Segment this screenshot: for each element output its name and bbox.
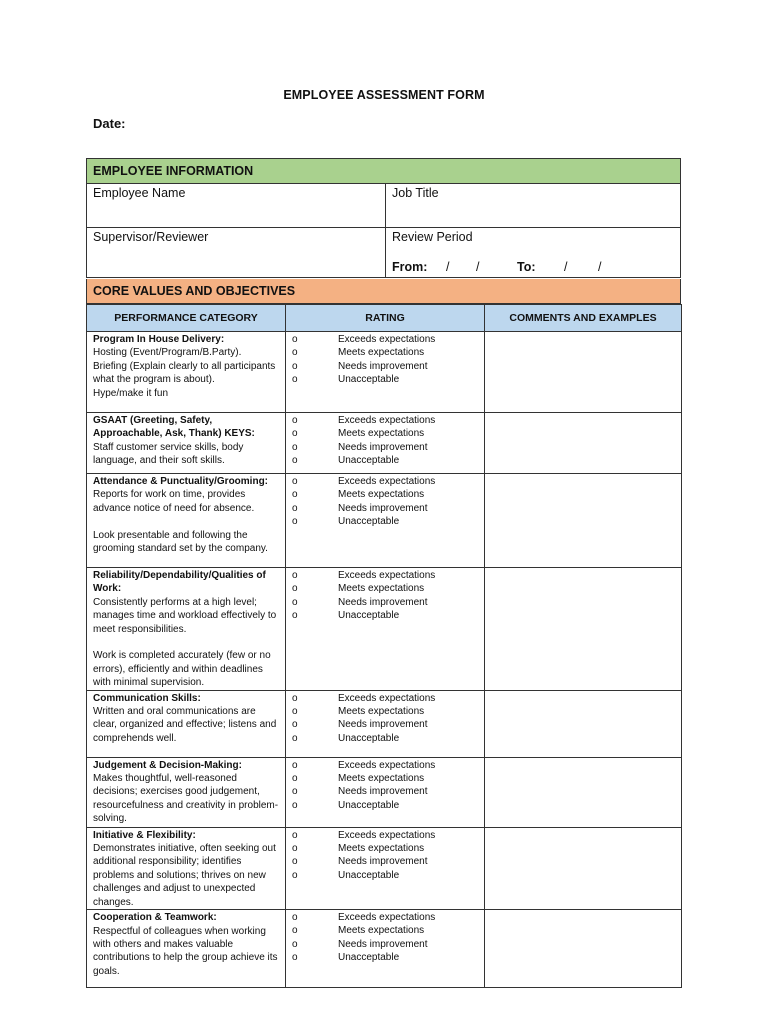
table-row (87, 910, 682, 988)
comments-cell[interactable] (485, 474, 682, 568)
review-period-dates (392, 260, 677, 276)
rating-option-label: Exceeds expectations (338, 912, 436, 924)
rating-bullet-icon[interactable]: o (292, 786, 298, 798)
from-date-separator: / (476, 260, 480, 274)
rating-option[interactable] (292, 924, 478, 937)
rating-option[interactable] (292, 609, 478, 622)
employee-name-field[interactable] (87, 184, 385, 227)
table-row (87, 332, 682, 413)
rating-bullet-icon[interactable]: o (292, 516, 298, 528)
performance-category-cell (87, 332, 286, 413)
rating-option-label: Unacceptable (338, 732, 400, 744)
supervisor-reviewer-field[interactable] (87, 228, 385, 278)
rating-bullet-icon[interactable]: o (292, 428, 298, 440)
category-title: Attendance & Punctuality/Grooming: (93, 476, 269, 487)
rating-bullet-icon[interactable]: o (292, 719, 298, 731)
performance-table (86, 304, 682, 988)
rating-option[interactable] (292, 785, 478, 798)
rating-option-label: Unacceptable (338, 455, 400, 467)
rating-option[interactable] (292, 842, 478, 855)
form-title: EMPLOYEE ASSESSMENT FORM (283, 88, 485, 102)
rating-option[interactable] (292, 869, 478, 882)
supervisor-reviewer-label: Supervisor/Reviewer (93, 230, 209, 244)
category-description: Written and oral communications are clear, organized and effective; listens and comprehends well. (93, 706, 277, 744)
rating-cell (286, 827, 485, 909)
rating-bullet-icon[interactable]: o (292, 938, 298, 950)
comments-cell[interactable] (485, 827, 682, 909)
rating-option[interactable] (292, 718, 478, 731)
rating-option[interactable] (292, 772, 478, 785)
table-row (87, 413, 682, 474)
rating-bullet-icon[interactable]: o (292, 476, 298, 487)
rating-option[interactable] (292, 441, 478, 454)
performance-category-cell (87, 757, 286, 827)
rating-option-label: Needs improvement (338, 441, 428, 453)
employee-information-header: EMPLOYEE INFORMATION (87, 159, 680, 184)
rating-bullet-icon[interactable]: o (292, 334, 298, 345)
category-description: Consistently performs at a high level; manages time and workload effectively to meet responsibilities. Work is completed accurately (few or no errors), efficiently and within deadlines with minimal supervision. (93, 596, 277, 689)
rating-option-label: Needs improvement (338, 502, 428, 514)
rating-bullet-icon[interactable]: o (292, 347, 298, 359)
rating-option[interactable] (292, 475, 478, 488)
rating-option-label: Exceeds expectations (338, 415, 436, 426)
rating-bullet-icon[interactable]: o (292, 610, 298, 622)
rating-option[interactable] (292, 333, 478, 346)
category-title: GSAAT (Greeting, Safety, Approachable, Ask, Thank) KEYS: (93, 415, 255, 440)
rating-option-label: Unacceptable (338, 516, 400, 528)
table-header-row (87, 305, 682, 332)
rating-bullet-icon[interactable]: o (292, 692, 298, 704)
category-title: Cooperation & Teamwork: (93, 912, 217, 924)
rating-option[interactable] (292, 951, 478, 964)
rating-option[interactable] (292, 799, 478, 812)
rating-option-label: Exceeds expectations (338, 570, 436, 581)
rating-option[interactable] (292, 596, 478, 609)
rating-bullet-icon[interactable]: o (292, 455, 298, 467)
to-date-separator: / (598, 260, 602, 274)
to-label: To: (517, 260, 536, 274)
table-row (87, 474, 682, 568)
rating-bullet-icon[interactable]: o (292, 570, 298, 581)
rating-cell (286, 332, 485, 413)
rating-option-label: Exceeds expectations (338, 692, 436, 704)
comments-cell[interactable] (485, 910, 682, 988)
rating-option[interactable] (292, 732, 478, 745)
from-date-separator: / (446, 260, 450, 274)
rating-bullet-icon[interactable]: o (292, 843, 298, 855)
performance-category-cell (87, 690, 286, 757)
rating-bullet-icon[interactable]: o (292, 489, 298, 501)
rating-bullet-icon[interactable]: o (292, 360, 298, 372)
rating-bullet-icon[interactable]: o (292, 502, 298, 514)
rating-option-label: Unacceptable (338, 374, 400, 386)
category-description: Makes thoughtful, well-reasoned decisions; exercises good judgement, resourcefulness and creativity in problem-solving. (93, 773, 279, 825)
rating-cell (286, 474, 485, 568)
rating-option-label: Meets expectations (338, 706, 425, 718)
rating-bullet-icon[interactable]: o (292, 732, 298, 744)
performance-category-cell (87, 910, 286, 988)
rating-option[interactable] (292, 515, 478, 528)
rating-bullet-icon[interactable]: o (292, 869, 298, 881)
rating-option[interactable] (292, 938, 478, 951)
review-period-label: Review Period (392, 230, 473, 244)
table-row (87, 827, 682, 909)
rating-bullet-icon[interactable]: o (292, 952, 298, 964)
rating-bullet-icon[interactable]: o (292, 799, 298, 811)
date-label: Date: (93, 116, 126, 131)
column-header-rating: RATING (286, 305, 485, 332)
rating-option[interactable] (292, 454, 478, 467)
category-title: Communication Skills: (93, 692, 201, 704)
rating-option-label: Needs improvement (338, 938, 428, 950)
rating-option[interactable] (292, 346, 478, 359)
to-date-separator: / (564, 260, 568, 274)
table-row (87, 757, 682, 827)
category-description: Staff customer service skills, body language, and their soft skills. (93, 441, 244, 467)
rating-option[interactable] (292, 829, 478, 842)
job-title-label: Job Title (392, 186, 439, 200)
comments-cell[interactable] (485, 568, 682, 691)
rating-option[interactable] (292, 911, 478, 924)
rating-option-label: Unacceptable (338, 869, 400, 881)
from-label: From: (392, 260, 428, 274)
rating-bullet-icon[interactable]: o (292, 596, 298, 608)
category-title: Program In House Delivery: (93, 334, 225, 345)
rating-cell (286, 413, 485, 474)
category-description: Hosting (Event/Program/B.Party). Briefing (Explain clearly to all participants what the program is about). Hype/make it fun (93, 347, 276, 399)
rating-option-label: Unacceptable (338, 610, 400, 622)
column-header-performance-category: PERFORMANCE CATEGORY (87, 305, 286, 332)
category-title: Reliability/Dependability/Qualities of Work: (93, 570, 266, 595)
rating-option[interactable] (292, 414, 478, 427)
category-description: Respectful of colleagues when working with others and makes valuable contributions to help the group achieve its goals. (93, 925, 278, 977)
rating-option-label: Meets expectations (338, 489, 425, 501)
rating-option[interactable] (292, 705, 478, 718)
rating-option[interactable] (292, 373, 478, 386)
rating-bullet-icon[interactable]: o (292, 706, 298, 718)
rating-option-label: Exceeds expectations (338, 476, 436, 487)
rating-bullet-icon[interactable]: o (292, 759, 298, 771)
rating-option[interactable] (292, 855, 478, 868)
rating-bullet-icon[interactable]: o (292, 415, 298, 426)
rating-option[interactable] (292, 692, 478, 705)
performance-category-cell (87, 474, 286, 568)
rating-option-label: Meets expectations (338, 925, 425, 937)
rating-bullet-icon[interactable]: o (292, 583, 298, 595)
category-description: Demonstrates initiative, often seeking out additional responsibility; identifies problems and solutions; thrives on new challenges and adjust to unexpected changes. (93, 843, 276, 908)
table-row (87, 568, 682, 691)
rating-option-label: Exceeds expectations (338, 759, 436, 771)
rating-bullet-icon[interactable]: o (292, 441, 298, 453)
category-title: Initiative & Flexibility: (93, 829, 196, 841)
category-description: Reports for work on time, provides advance notice of need for absence. Look presentable and following the grooming standard set by the company. (93, 489, 268, 555)
rating-bullet-icon[interactable]: o (292, 925, 298, 937)
rating-bullet-icon[interactable]: o (292, 829, 298, 841)
rating-option-label: Needs improvement (338, 856, 428, 868)
rating-option-label: Meets expectations (338, 428, 425, 440)
rating-option-label: Needs improvement (338, 596, 428, 608)
table-row (87, 690, 682, 757)
rating-option-label: Unacceptable (338, 799, 400, 811)
comments-cell[interactable] (485, 332, 682, 413)
rating-option-label: Unacceptable (338, 952, 400, 964)
rating-cell (286, 910, 485, 988)
performance-category-cell (87, 413, 286, 474)
rating-option[interactable] (292, 360, 478, 373)
employee-information-section (86, 158, 681, 278)
employee-name-label: Employee Name (93, 186, 186, 200)
rating-option-label: Meets expectations (338, 773, 425, 785)
rating-option[interactable] (292, 759, 478, 772)
performance-category-cell (87, 568, 286, 691)
rating-option-label: Meets expectations (338, 843, 425, 855)
category-title: Judgement & Decision-Making: (93, 759, 242, 771)
comments-cell[interactable] (485, 757, 682, 827)
rating-option-label: Exceeds expectations (338, 334, 436, 345)
core-values-header: CORE VALUES AND OBJECTIVES (86, 279, 681, 304)
rating-option-label: Exceeds expectations (338, 829, 436, 841)
comments-cell[interactable] (485, 690, 682, 757)
performance-category-cell (87, 827, 286, 909)
rating-option-label: Needs improvement (338, 360, 428, 372)
rating-cell (286, 690, 485, 757)
rating-cell (286, 568, 485, 691)
rating-cell (286, 757, 485, 827)
rating-bullet-icon[interactable]: o (292, 374, 298, 386)
rating-option[interactable] (292, 488, 478, 501)
job-title-field[interactable] (386, 184, 680, 227)
rating-option[interactable] (292, 569, 478, 582)
rating-bullet-icon[interactable]: o (292, 856, 298, 868)
rating-option[interactable] (292, 582, 478, 595)
rating-bullet-icon[interactable]: o (292, 773, 298, 785)
comments-cell[interactable] (485, 413, 682, 474)
rating-option-label: Needs improvement (338, 786, 428, 798)
column-header-comments: COMMENTS AND EXAMPLES (485, 305, 682, 332)
rating-option[interactable] (292, 502, 478, 515)
rating-option-label: Needs improvement (338, 719, 428, 731)
rating-option-label: Meets expectations (338, 347, 425, 359)
rating-option-label: Meets expectations (338, 583, 425, 595)
rating-option[interactable] (292, 427, 478, 440)
rating-bullet-icon[interactable]: o (292, 912, 298, 924)
